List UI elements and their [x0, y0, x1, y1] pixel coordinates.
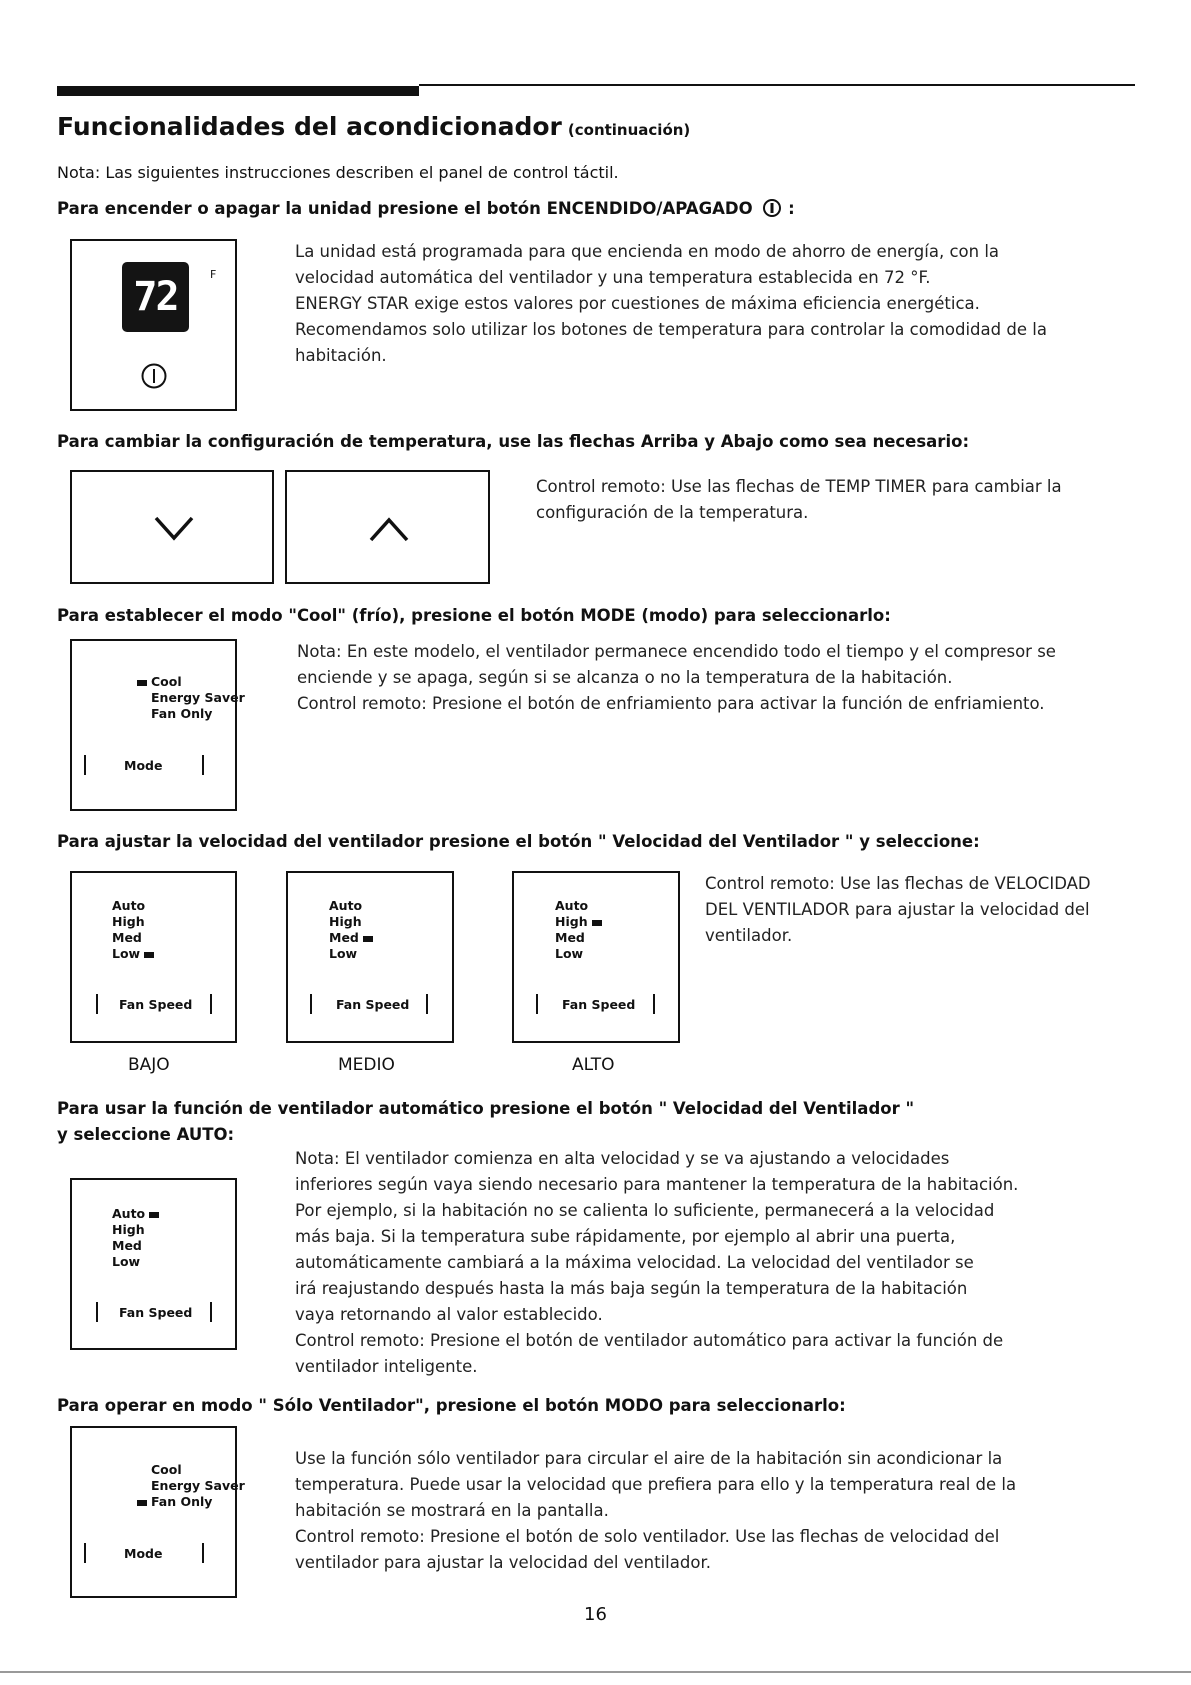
mode-option-cool: Cool — [151, 1462, 182, 1477]
fanspeed-description: Control remoto: Use las flechas de VELOCIDAD DEL VENTILADOR para ajustar la velocidad del ventilador. — [705, 874, 1091, 945]
page-title-suffix: (continuación) — [567, 121, 691, 139]
mode-option-energy-saver: Energy Saver — [151, 690, 245, 705]
mode-option-cool: Cool — [133, 674, 182, 690]
fanonly-heading: Para operar en modo " Sólo Ventilador", presione el botón MODO para seleccionarlo: — [57, 1396, 846, 1415]
fanspeed-button-label[interactable]: Fan Speed — [119, 1305, 193, 1320]
button-bracket-left — [96, 1302, 98, 1322]
power-heading: Para encender o apagar la unidad presione el botón ENCENDIDO/APAGADO : — [57, 199, 795, 218]
page-title: Funcionalidades del acondicionador (continuación) — [57, 112, 691, 141]
autofan-heading-line1: Para usar la función de ventilador automático presione el botón " Velocidad del Ventilador " — [57, 1099, 915, 1118]
chevron-down-icon — [152, 514, 196, 542]
temperature-display: 72 — [122, 262, 189, 332]
fanspeed-button-label[interactable]: Fan Speed — [562, 997, 636, 1012]
selected-indicator — [149, 1212, 159, 1218]
button-bracket-right — [426, 994, 428, 1014]
caption-alto: ALTO — [572, 1055, 615, 1075]
temp-up-button[interactable] — [285, 470, 490, 584]
power-button-icon[interactable] — [140, 362, 168, 390]
button-bracket-left — [310, 994, 312, 1014]
caption-medio: MEDIO — [338, 1055, 395, 1075]
button-bracket-left — [536, 994, 538, 1014]
fanonly-description: Use la función sólo ventilador para circular el aire de la habitación sin acondicionar la temperatura. Puede usar la velocidad que prefiera para ello y la temperatura real de la habitación se mostrará en la pantalla. Control remoto: Presione el botón de solo ventilador. Use las flechas de velocidad del ventilador para ajustar la velocidad del ventilador. — [295, 1449, 1017, 1572]
cool-mode-panel — [70, 639, 237, 811]
fanspeed-button-label[interactable]: Fan Speed — [119, 997, 193, 1012]
caption-bajo: BAJO — [128, 1055, 170, 1075]
temperature-heading: Para cambiar la configuración de temperatura, use las flechas Arriba y Abajo como sea necesario: — [57, 432, 970, 451]
button-bracket-left — [84, 1543, 86, 1563]
button-bracket-left — [96, 994, 98, 1014]
cool-heading: Para establecer el modo "Cool" (frío), presione el botón MODE (modo) para seleccionarlo: — [57, 606, 891, 625]
header-rule-thick — [57, 86, 419, 96]
mode-button-label[interactable]: Mode — [124, 1546, 163, 1561]
power-icon-inline — [762, 198, 782, 218]
temp-down-button[interactable] — [70, 470, 274, 584]
speed-options-med: Auto High Med Low — [329, 898, 377, 962]
cool-description: Nota: En este modelo, el ventilador permanece encendido todo el tiempo y el compresor se enciende y se apaga, según si se alcanza o no la temperatura de la habitación. Control remoto: Presione el botón de enfriamiento para activar la función de enfriamiento. — [297, 642, 1056, 713]
selected-indicator — [137, 680, 147, 686]
fanonly-mode-panel — [70, 1426, 237, 1598]
button-bracket-right — [202, 755, 204, 775]
power-description: La unidad está programada para que encienda en modo de ahorro de energía, con la velocidad automática del ventilador y una temperatura establecida en 72 °F. ENERGY STAR exige estos valores por cuestiones de máxima eficiencia energética. Recomendamos solo utilizar los botones de temperatura para controlar la comodidad de la habitación. — [295, 242, 1047, 365]
button-bracket-left — [84, 755, 86, 775]
selected-indicator — [363, 936, 373, 942]
speed-options-auto: Auto High Med Low — [112, 1206, 163, 1270]
button-bracket-right — [210, 994, 212, 1014]
selected-indicator — [144, 952, 154, 958]
button-bracket-right — [210, 1302, 212, 1322]
temperature-description: Control remoto: Use las flechas de TEMP TIMER para cambiar la configuración de la temperatura. — [536, 477, 1062, 522]
mode-option-fan-only: Fan Only — [133, 1494, 212, 1510]
mode-option-energy-saver: Energy Saver — [151, 1478, 245, 1493]
autofan-description: Nota: El ventilador comienza en alta velocidad y se va ajustando a velocidades inferiores según vaya siendo necesario para mantener la temperatura de la habitación. Por ejemplo, si la habitación no se calienta lo suficiente, permanecerá a la velocidad más baja. Si la temperatura sube rápidamente, por ejemplo al abrir una puerta, automáticamente cambiará a la máxima velocidad. La velocidad del ventilador se irá reajustando después hasta la más baja según la temperatura de la habitación vaya retornando al valor establecido. Control remoto: Presione el botón de ventilador automático para activar la función de ventilador inteligente. — [295, 1149, 1019, 1376]
intro-note: Nota: Las siguientes instrucciones describen el panel de control táctil. — [57, 163, 619, 182]
bottom-rule — [0, 1671, 1191, 1673]
fanspeed-button-label[interactable]: Fan Speed — [336, 997, 410, 1012]
speed-option-auto: Auto High Med Low — [112, 898, 158, 962]
fanspeed-heading: Para ajustar la velocidad del ventilador presione el botón " Velocidad del Ventilador " y seleccione: — [57, 832, 980, 851]
button-bracket-right — [202, 1543, 204, 1563]
chevron-up-icon — [367, 516, 411, 544]
mode-option-fan-only: Fan Only — [151, 706, 213, 721]
selected-indicator — [137, 1500, 147, 1506]
selected-indicator — [592, 920, 602, 926]
autofan-heading-line2: y seleccione AUTO: — [57, 1125, 235, 1144]
temperature-unit: F — [210, 268, 217, 281]
page-number: 16 — [584, 1604, 607, 1625]
mode-button-label[interactable]: Mode — [124, 758, 163, 773]
button-bracket-right — [653, 994, 655, 1014]
header-rule-thin — [419, 84, 1135, 86]
speed-options-high: Auto High Med Low — [555, 898, 606, 962]
